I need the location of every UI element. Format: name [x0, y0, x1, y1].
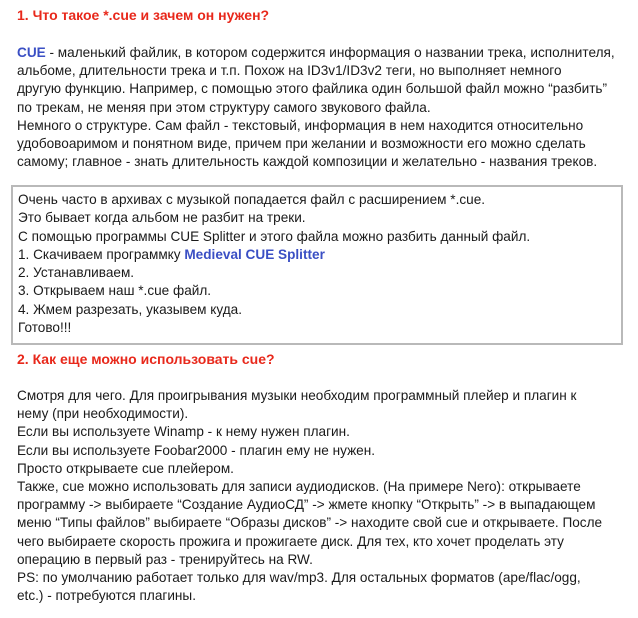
step-1-text: 1. Скачиваем программку [18, 246, 185, 262]
section-2-line: PS: по умолчанию работает только для wav/mp3. Для остальных форматов (ape/flac/ogg, [17, 570, 581, 586]
section-2-heading: 2. Как еще можно использовать cue? [17, 351, 275, 367]
step-1 [18, 246, 621, 264]
intro-line-2: альбоме, длительности трека и т.п. Похож на ID3v1/ID3v2 теги, но выполняет немного [17, 63, 562, 79]
instructions-box [11, 185, 623, 345]
step-3: 3. Открываем наш *.cue файл. [18, 283, 212, 299]
box-line-3: С помощью программы CUE Splitter и этого файла можно разбить данный файл. [18, 228, 531, 244]
intro-line-4: по трекам, не меняя при этом структуру самого звукового файла. [17, 99, 431, 115]
section-2-line: программу -> выбираете “Создание АудиоСД” -> жмете кнопку “Открыть” -> в выпадающем [17, 497, 596, 513]
section-2-line: операцию в первый раз - тренируйтесь на RW. [17, 551, 313, 567]
box-line-2: Это бывает когда альбом не разбит на треки. [18, 210, 306, 226]
medieval-cue-splitter-link[interactable]: Medieval CUE Splitter [184, 246, 325, 262]
box-line-1: Очень часто в архивах с музыкой попадается файл с расширением *.cue. [18, 192, 486, 207]
section-2-line: Просто открываете cue плейером. [17, 460, 234, 476]
section-1-heading: 1. Что такое *.cue и зачем он нужен? [17, 7, 270, 23]
structure-line-3: самому; главное - знать длительность каждой композиции и желательно - названия треков. [17, 154, 598, 170]
intro-line-3: другую функцию. Например, с помощью этого файлика один большой файл можно “разбить” [17, 81, 608, 97]
section-2-line: Если вы используете Winamp - к нему нужен плагин. [17, 424, 350, 440]
section-2-line: меню “Типы файлов” выбираете “Образы дисков” -> находите свой cue и открываете. После [17, 515, 603, 531]
section-2-line: чего выбираете скорость прожига и прожигаете диск. Для тех, кто хочет проделать эту [17, 533, 564, 549]
section-2-line: Также, cue можно использовать для записи аудиодисков. (На примере Nero): открываете [17, 479, 581, 495]
intro-line-1 [17, 44, 629, 62]
step-4: 4. Жмем разрезать, указывем куда. [18, 301, 242, 317]
section-2-line: etc.) - потребуются плагины. [17, 588, 196, 604]
step-2: 2. Устанавливаем. [18, 265, 135, 281]
done-text: Готово!!! [18, 320, 72, 336]
intro-line-1-text: - маленький файлик, в котором содержится информация о названии трека, исполнителя, [45, 45, 615, 60]
section-2-paragraph [17, 387, 629, 605]
cue-intro-paragraph [17, 44, 629, 117]
structure-line-1: Немного о структуре. Сам файл - текстовый, информация в нем находится относительно [17, 118, 584, 133]
section-2-line: нему (при необходимости). [17, 406, 189, 422]
cue-term: CUE [17, 45, 46, 60]
section-2-line: Смотря для чего. Для проигрывания музыки необходим программный плейер и плагин к [17, 388, 577, 403]
structure-paragraph [17, 117, 629, 172]
section-2-line: Если вы используете Foobar2000 - плагин ему не нужен. [17, 442, 376, 458]
structure-line-2: удобовоаримом и понятном виде, причем при желании и возможности его можно сделать [17, 136, 586, 152]
